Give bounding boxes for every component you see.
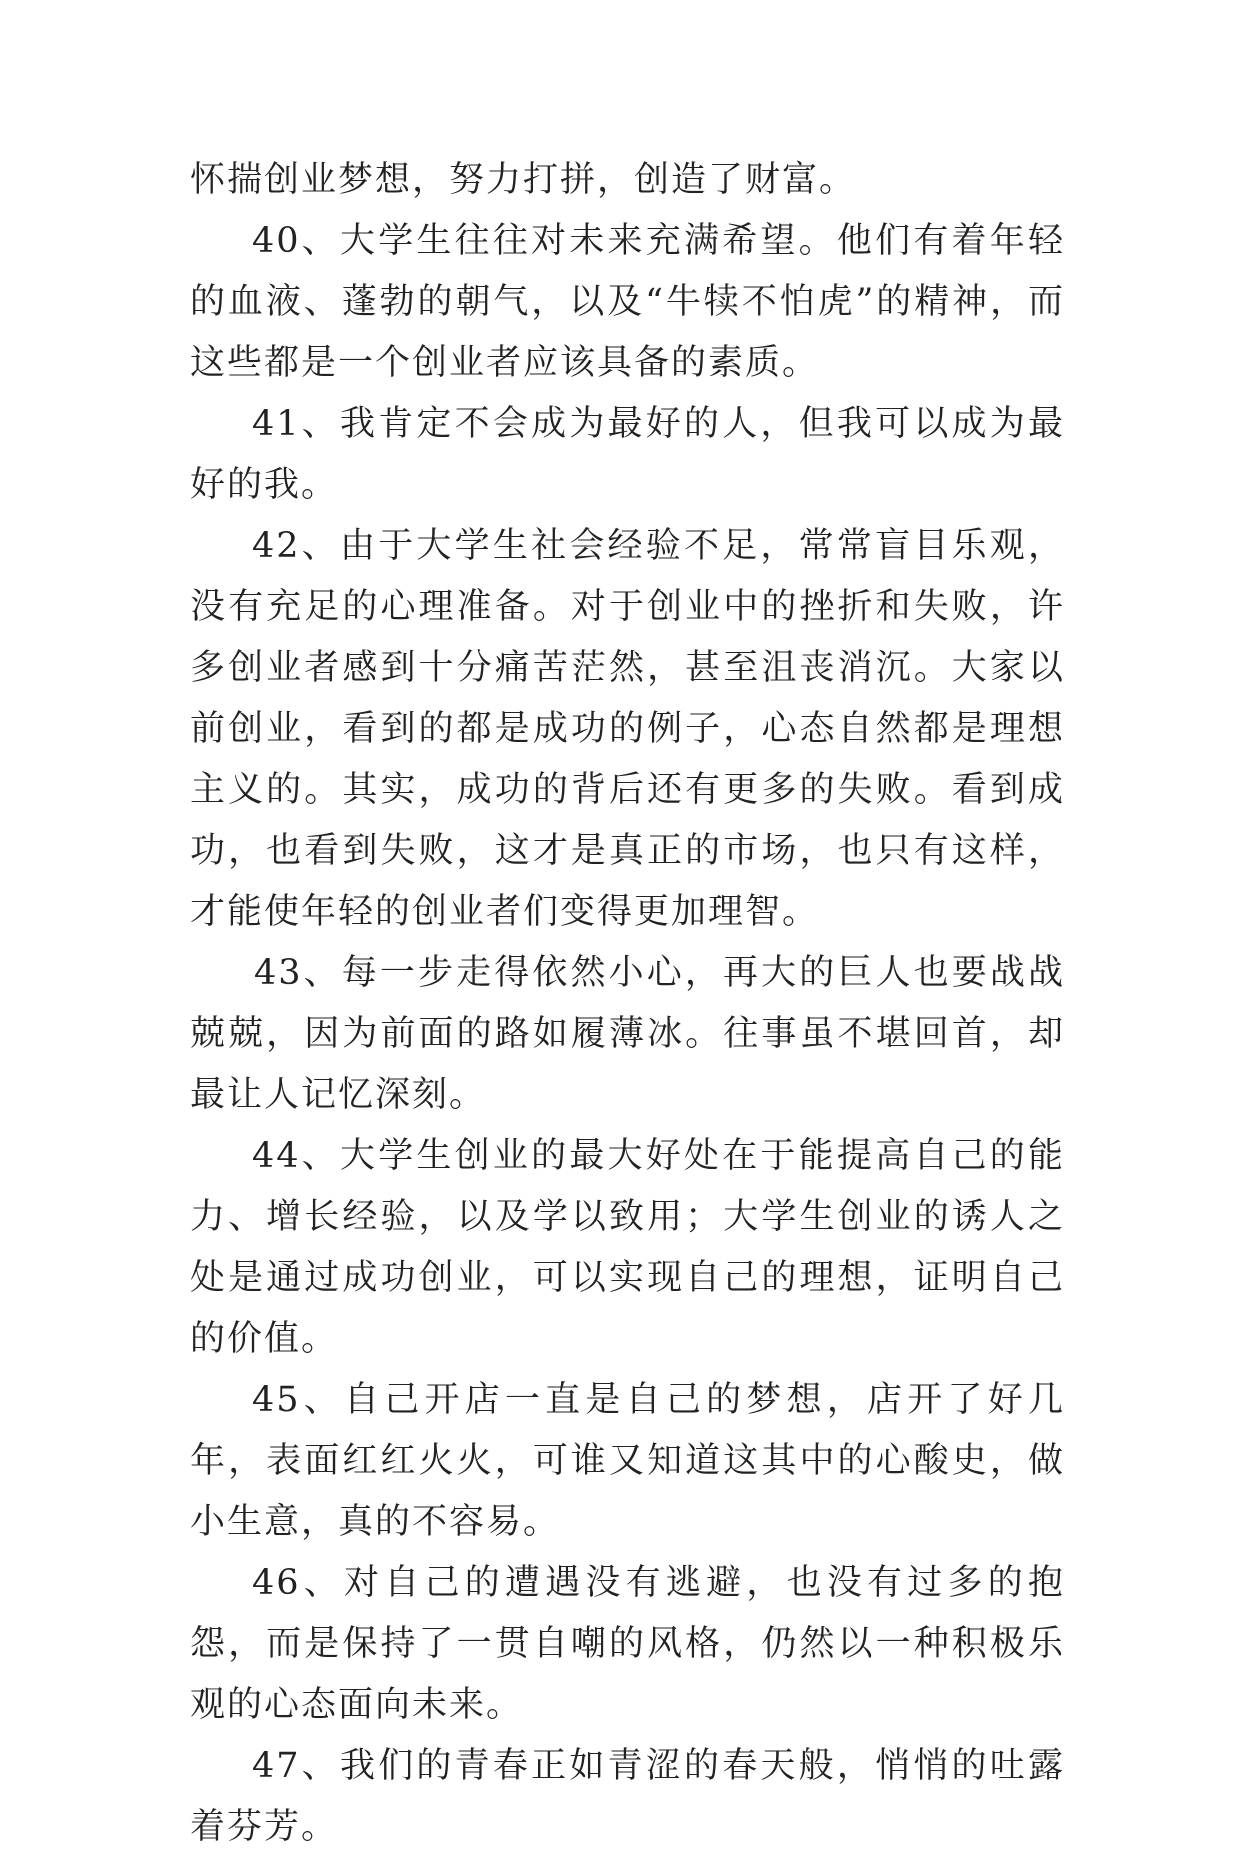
- paragraph-41: 41、我肯定不会成为最好的人，但我可以成为最好的我。: [190, 404, 1065, 505]
- paragraph-42: 42、由于大学生社会经验不足，常常盲目乐观，没有充足的心理准备。对于创业中的挫折和失败，许多创业者感到十分痛苦茫然，甚至沮丧消沉。大家以前创业，看到的都是成功的例子，心态自然都是理想主义的。其实，成功的背后还有更多的失败。看到成功，也看到失败，这才是真正的市场，也只有这样，才能使年轻的创业者们变得更加理智。: [190, 526, 1065, 932]
- document-body: [190, 150, 1065, 1858]
- paragraph-47: 47、我们的青春正如青涩的春天般，悄悄的吐露着芬芳。: [190, 1746, 1065, 1847]
- paragraph-continued: 怀揣创业梦想，努力打拼，创造了财富。: [190, 160, 857, 200]
- paragraph-46: 46、对自己的遭遇没有逃避，也没有过多的抱怨，而是保持了一贯自嘲的风格，仍然以一种积极乐观的心态面向未来。: [190, 1563, 1065, 1725]
- paragraph-44: 44、大学生创业的最大好处在于能提高自己的能力、增长经验，以及学以致用；大学生创业的诱人之处是通过成功创业，可以实现自己的理想，证明自己的价值。: [190, 1136, 1065, 1359]
- paragraph-40: 40、大学生往往对未来充满希望。他们有着年轻的血液、蓬勃的朝气，以及“牛犊不怕虎”的精神，而这些都是一个创业者应该具备的素质。: [190, 221, 1065, 383]
- paragraph-45: 45、自己开店一直是自己的梦想，店开了好几年，表面红红火火，可谁又知道这其中的心酸史，做小生意，真的不容易。: [190, 1380, 1065, 1542]
- paragraph-43: 43、每一步走得依然小心，再大的巨人也要战战兢兢，因为前面的路如履薄冰。往事虽不堪回首，却最让人记忆深刻。: [190, 953, 1065, 1115]
